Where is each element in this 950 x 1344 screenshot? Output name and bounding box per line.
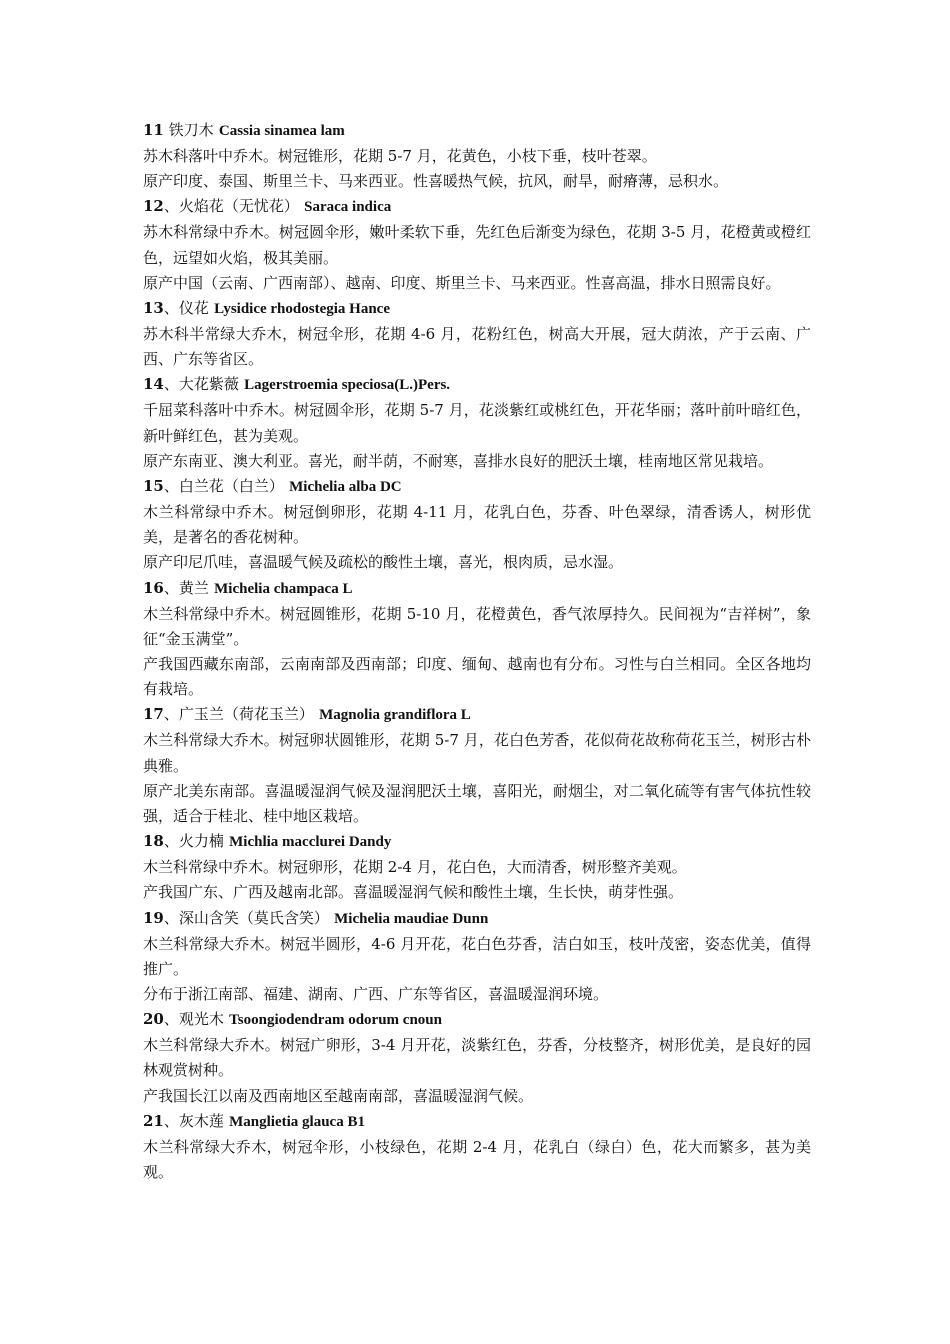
- entry-separator: 、: [163, 197, 179, 216]
- entry-number: 15: [143, 477, 164, 496]
- species-entry: [143, 474, 811, 576]
- entry-separator: 、: [163, 375, 179, 394]
- entry-paragraph: 原产北美东南部。喜温暖湿润气候及湿润肥沃土壤，喜阳光，耐烟尘，对二氧化硫等有害气体抗性较强，适合于桂北、桂中地区栽培。: [143, 781, 811, 826]
- entry-paragraph: 分布于浙江南部、福建、湖南、广西、广东等省区，喜温暖湿润环境。: [143, 985, 609, 1004]
- entry-number: 21: [143, 1111, 164, 1130]
- entry-paragraph: 苏木科落叶中乔木。树冠锥形，花期 5-7 月，花黄色，小枝下垂，枝叶苍翠。: [143, 147, 657, 165]
- entry-chinese-name: 白兰花（白兰）: [178, 477, 284, 496]
- entry-paragraph: 原产中国（云南、广西南部）、越南、印度、斯里兰卡、马来西亚。性喜高温，排水日照需良好。: [143, 273, 781, 292]
- entry-chinese-name: 广玉兰（荷花玉兰）: [178, 705, 314, 724]
- entry-paragraph: 原产印尼爪哇，喜温暖气候及疏松的酸性土壤，喜光，根肉质，忌水湿。: [143, 553, 624, 572]
- entry-separator: 、: [163, 1111, 179, 1130]
- entry-separator: 、: [163, 299, 179, 318]
- entry-number: 20: [143, 1010, 164, 1029]
- entry-paragraph: 产我国广东、广西及越南北部。喜温暖湿润气候和酸性土壤，生长快，萌芽性强。: [143, 883, 684, 902]
- entry-paragraph: 木兰科常绿中乔木。树冠圆锥形，花期 5-10 月，花橙黄色，香气浓厚持久。民间视为“吉祥树”，象征“金玉满堂”。: [143, 604, 811, 648]
- entry-number: 19: [143, 908, 164, 927]
- entry-number: 14: [143, 375, 164, 394]
- entry-title: [143, 118, 811, 144]
- species-entry: [143, 906, 811, 1008]
- entry-paragraph: 木兰科常绿中乔木。树冠倒卵形，花期 4-11 月，花乳白色，芬香、叶色翠绿，清香诱人，树形优美，是著名的香花树种。: [143, 503, 811, 547]
- entry-number: 18: [143, 832, 164, 851]
- entry-title: [143, 296, 811, 322]
- entry-number: 12: [143, 197, 164, 216]
- entry-paragraph: 产我国西藏东南部，云南南部及西南部；印度、缅甸、越南也有分布。习性与白兰相同。全区各地均有栽培。: [143, 655, 811, 699]
- entry-title: [143, 194, 811, 220]
- entry-separator: 、: [163, 832, 179, 851]
- entry-paragraph: 苏木科半常绿大乔木，树冠伞形，花期 4-6 月，花粉红色，树高大开展，冠大荫浓，产于云南、广西、广东等省区。: [143, 325, 811, 369]
- entry-paragraph: 木兰科常绿大乔木。树冠广卵形，3-4 月开花，淡紫红色，芬香，分枝整齐，树形优美，是良好的园林观赏树种。: [143, 1036, 811, 1080]
- entry-title: [143, 702, 811, 728]
- entry-latin-name: Magnolia grandiflora L: [319, 707, 471, 724]
- entry-latin-name: Lysidice rhodostegia Hance: [214, 301, 390, 318]
- entry-chinese-name: 灰木莲: [178, 1111, 224, 1130]
- entry-paragraph: 千屈菜科落叶中乔木。树冠圆伞形，花期 5-7 月，花淡紫红或桃红色，开花华丽；落叶前叶暗红色，新叶鲜红色，甚为美观。: [143, 401, 811, 445]
- entry-title: [143, 1007, 811, 1033]
- entry-paragraph: 木兰科常绿大乔木。树冠半圆形，4-6 月开花，花白色芬香，洁白如玉，枝叶茂密，姿态优美，值得推广。: [143, 934, 811, 978]
- entry-chinese-name: 铁刀木: [168, 121, 214, 139]
- entry-title: [143, 829, 811, 855]
- entry-title: [143, 1109, 811, 1135]
- entry-number: 17: [143, 705, 164, 724]
- document-body: [143, 118, 811, 1185]
- entry-title: [143, 906, 811, 932]
- entry-latin-name: Tsoongiodendram odorum cnoun: [229, 1012, 442, 1029]
- entry-paragraph: 木兰科常绿大乔木，树冠伞形，小枝绿色，花期 2-4 月，花乳白（绿白）色，花大而繁多，甚为美观。: [143, 1137, 811, 1182]
- entry-chinese-name: 火焰花（无忧花）: [178, 197, 299, 216]
- entry-separator: 、: [163, 705, 179, 724]
- entry-latin-name: Michelia champaca L: [214, 580, 353, 597]
- entry-latin-name: Saraca indica: [304, 199, 392, 216]
- entry-chinese-name: 大花紫薇: [178, 375, 239, 394]
- entry-chinese-name: 深山含笑（莫氏含笑）: [178, 908, 329, 927]
- entry-paragraph: 苏木科常绿中乔木。树冠圆伞形，嫩叶柔软下垂，先红色后渐变为绿色，花期 3-5 月，花橙黄或橙红色，远望如火焰，极其美丽。: [143, 223, 811, 267]
- species-entry: [143, 576, 811, 703]
- species-entry: [143, 1109, 811, 1185]
- entry-title: [143, 576, 811, 602]
- entry-chinese-name: 火力楠: [178, 832, 224, 851]
- entry-paragraph: 原产印度、泰国、斯里兰卡、马来西亚。性喜暖热气候，抗风，耐旱，耐瘠薄，忌积水。: [143, 172, 729, 191]
- entry-latin-name: Michelia alba DC: [289, 479, 402, 496]
- entry-separator: 、: [163, 1010, 179, 1029]
- entry-chinese-name: 黄兰: [178, 578, 209, 597]
- species-entry: [143, 118, 811, 194]
- entry-chinese-name: 仪花: [178, 299, 209, 318]
- entry-paragraph: 木兰科常绿中乔木。树冠卵形，花期 2-4 月，花白色，大而清香，树形整齐美观。: [143, 858, 687, 877]
- entry-separator: 、: [163, 578, 179, 597]
- entry-paragraph: 原产东南亚、澳大利亚。喜光，耐半荫，不耐寒，喜排水良好的肥沃土壤，桂南地区常见栽培。: [143, 451, 774, 470]
- entry-title: [143, 474, 811, 500]
- entry-paragraph: 木兰科常绿大乔木。树冠卵状圆锥形，花期 5-7 月，花白色芳香，花似荷花故称荷花玉兰，树形古朴典雅。: [143, 731, 811, 775]
- entry-separator: 、: [163, 908, 179, 927]
- entry-title: [143, 372, 811, 398]
- species-entry: [143, 296, 811, 372]
- entry-latin-name: Michelia maudiae Dunn: [334, 910, 489, 927]
- species-entry: [143, 1007, 811, 1109]
- entry-chinese-name: 观光木: [178, 1010, 224, 1029]
- entry-latin-name: Lagerstroemia speciosa(L.)Pers.: [244, 377, 451, 394]
- entry-number: 13: [143, 299, 164, 318]
- entry-number: 16: [143, 578, 164, 597]
- species-entry: [143, 829, 811, 905]
- species-entry: [143, 194, 811, 296]
- entry-latin-name: Michlia macclurei Dandy: [229, 834, 392, 851]
- entry-number: 11: [143, 121, 164, 139]
- entry-latin-name: Manglietia glauca B1: [229, 1113, 365, 1130]
- entry-paragraph: 产我国长江以南及西南地区至越南南部，喜温暖湿润气候。: [143, 1086, 534, 1105]
- species-entry: [143, 372, 811, 474]
- entry-latin-name: Cassia sinamea lam: [218, 123, 345, 139]
- species-entry: [143, 702, 811, 829]
- entry-separator: 、: [163, 477, 179, 496]
